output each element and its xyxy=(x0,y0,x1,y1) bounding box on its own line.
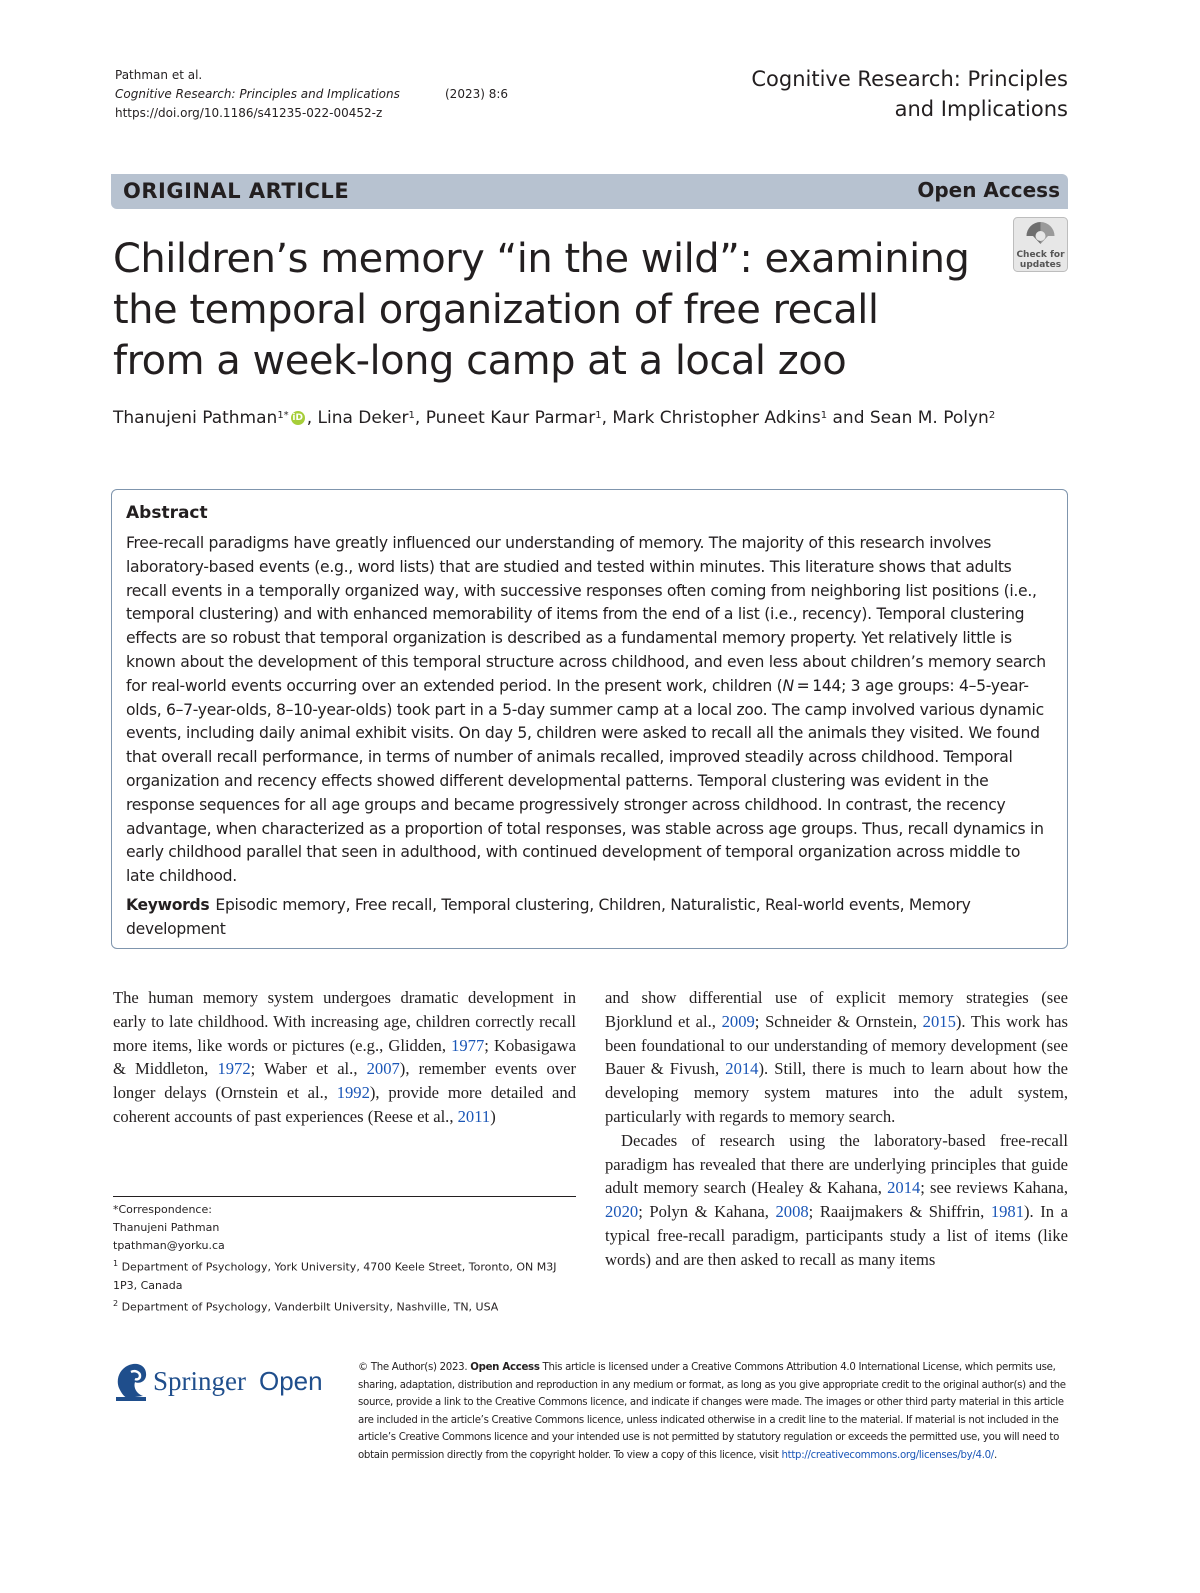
journal-name: Cognitive Research: Principles and Implications xyxy=(751,67,1068,121)
open-access-label: Open Access xyxy=(917,178,1060,202)
running-header xyxy=(115,66,509,123)
citation-link[interactable]: 2015 xyxy=(922,1011,956,1031)
citation-link[interactable]: 2014 xyxy=(887,1178,921,1198)
footnote-divider xyxy=(113,1196,576,1197)
header-year-volume: (2023) 8:6 xyxy=(445,87,509,101)
springer-open-logo xyxy=(113,1358,343,1404)
correspondence-email[interactable]: tpathman@yorku.ca xyxy=(113,1239,225,1252)
author-name[interactable]: Thanujeni Pathman xyxy=(113,408,278,428)
header-authors: Pathman et al. xyxy=(115,68,203,82)
abstract-box xyxy=(111,489,1068,949)
body-column-left xyxy=(113,986,576,1129)
check-updates-label-2: updates xyxy=(1019,260,1062,270)
check-updates-label-1: Check for xyxy=(1016,250,1065,260)
affiliation-1: $^1$ Department of Psychology, York University, 4700 Keele Street, Toronto, ON M3J 1P3, Canada xyxy=(113,1259,557,1292)
author-name[interactable]: , Lina Deker xyxy=(306,408,409,428)
springer-wordmark: Springer xyxy=(153,1366,246,1396)
article-type-band xyxy=(111,174,1068,209)
citation-link[interactable]: 2008 xyxy=(775,1202,809,1222)
open-wordmark: Open xyxy=(259,1366,323,1396)
header-journal: Cognitive Research: Principles and Implications xyxy=(115,87,400,101)
license-statement: © The Author(s) 2023. Open Access This article is licensed under a Creative Commons Attribution 4.0 International License, which permits use, sharing, adaptation, distribution and reproduction in any medium or format, as long as you give appropriate credit to the original author(s) and the source, provide a link to the Creative Commons licence, and indicate if changes were made. The images or other third party material in this article are included in the article’s Creative Commons licence, unless indicated otherwise in a credit line to the material. If material is not included in the article’s Creative Commons licence and your intended use is not permitted by statutory regulation or exceeds the permitted use, you will need to obtain permission directly from the copyright holder. To view a copy of this licence, visit http://creativecommons.org/licenses/by/4.0/. xyxy=(358,1362,1066,1461)
springer-horse-icon xyxy=(113,1358,343,1404)
keywords-label: Keywords xyxy=(126,896,210,914)
article-title: Children’s memory “in the wild”: examining the temporal organization of free recall from a week-long camp at a local zoo xyxy=(113,236,970,384)
header-doi[interactable]: https://doi.org/10.1186/s41235-022-00452-z xyxy=(115,106,383,120)
body-paragraph: and show differential use of explicit memory strategies (see Bjorklund et al., 2009; Schneider & Ornstein, 2015). This work has been foundational to our understanding of memory development (see Bauer & Fivush, 2014). Still, there is much to learn about how the developing memory system matures into the adult system, particularly with regards to memory search. xyxy=(605,988,1069,1126)
author-name[interactable]: , Mark Christopher Adkins xyxy=(601,408,821,428)
citation-link[interactable]: 1992 xyxy=(336,1083,370,1103)
body-column-right xyxy=(605,986,1068,1272)
keywords xyxy=(126,894,1053,941)
license-link[interactable]: http://creativecommons.org/licenses/by/4.0/ xyxy=(781,1449,994,1461)
citation-link[interactable]: 1977 xyxy=(451,1035,485,1055)
keywords-list: Episodic memory, Free recall, Temporal clustering, Children, Naturalistic, Real-world events, Memory development xyxy=(126,896,971,938)
affiliation-2: $^2$ Department of Psychology, Vanderbilt University, Nashville, TN, USA xyxy=(113,1298,499,1314)
body-paragraph: Decades of research using the laboratory-based free-recall paradigm has revealed that there are underlying principles that guide adult memory search (Healey & Kahana, 2014; see reviews Kahana, 2020; Polyn & Kahana, 2008; Raaijmakers & Shiffrin, 1981). In a typical free-recall paradigm, participants study a list of items (like words) and are then asked to recall as many items xyxy=(605,1130,1068,1269)
abstract-text: Free-recall paradigms have greatly influenced our understanding of memory. The majority of this research involves laboratory-based events (e.g., word lists) that are studied and tested within minutes. This literature shows that adults recall events in a temporally organized way, with successive responses often coming from neighboring list positions (i.e., temporal clustering) and with enhanced memorability of items from the end of a list (i.e., recency). Temporal clustering effects are so robust that temporal organization is described as a fundamental memory property. Yet relatively little is known about the development of this temporal structure across childhood, and even less about children’s memory search for real-world events occurring over an extended period. In the present work, children (N = 144; 3 age groups: 4–5-year-olds, 6–7-year-olds, 8–10-year-olds) took part in a 5-day summer camp at a local zoo. The camp involved various dynamic events, including daily animal exhibit visits. On day 5, children were asked to recall all the animals they visited. We found that overall recall performance, in terms of number of animals recalled, improved steadily across childhood. Temporal organization and recency effects showed different developmental patterns. Temporal clustering was evident in the response sequences for all age groups and became progressively stronger across childhood. In contrast, the recency advantage, when characterized as a proportion of total responses, was stable across age groups. Thus, recall dynamics in early childhood parallel that seen in adulthood, with continued development of temporal organization across middle to late childhood. xyxy=(126,534,1046,886)
abstract-heading: Abstract xyxy=(126,503,208,523)
article-type: ORIGINAL ARTICLE xyxy=(123,179,350,203)
intro-paragraph: The human memory system undergoes dramatic development in early to late childhood. With increasing age, children correctly recall more items, like words or pictures (e.g., Glidden, 1977; Kobasigawa & Middleton, 1972; Waber et al., 2007), remember events over longer delays (Ornstein et al., 1992), provide more detailed and coherent accounts of past experiences (Reese et al., 2011) xyxy=(113,988,577,1126)
author-list: Thanujeni Pathman$^{1*}$ iD , Lina Deker$^1$, Puneet Kaur Parmar$^1$, Mark Christopher Adkins$^1$ and Sean M. Polyn$^2$ xyxy=(113,408,996,428)
orcid-icon[interactable]: iD xyxy=(292,413,303,423)
citation-link[interactable]: 2009 xyxy=(721,1011,755,1031)
citation-link[interactable]: 2020 xyxy=(605,1202,639,1222)
citation-link[interactable]: 2007 xyxy=(366,1059,400,1079)
citation-link[interactable]: 1981 xyxy=(990,1202,1025,1222)
author-name[interactable]: , Puneet Kaur Parmar xyxy=(414,408,596,428)
citation-link[interactable]: 2014 xyxy=(725,1059,759,1079)
correspondence-footnote: *Correspondence: Thanujeni Pathman tpathman@yorku.ca $^1$ Department of Psychology, York University, 4700 Keele Street, Toronto, ON M3J 1P3, Canada $^2$ Department of Psychology, Vanderbilt University, Nashville, TN, USA xyxy=(113,1201,576,1316)
citation-link[interactable]: 2011 xyxy=(457,1106,491,1126)
check-for-updates-badge[interactable] xyxy=(1013,217,1068,272)
check-for-updates-icon xyxy=(1013,217,1068,272)
author-name[interactable]: and Sean M. Polyn xyxy=(827,408,989,428)
citation-link[interactable]: 1972 xyxy=(217,1059,251,1079)
